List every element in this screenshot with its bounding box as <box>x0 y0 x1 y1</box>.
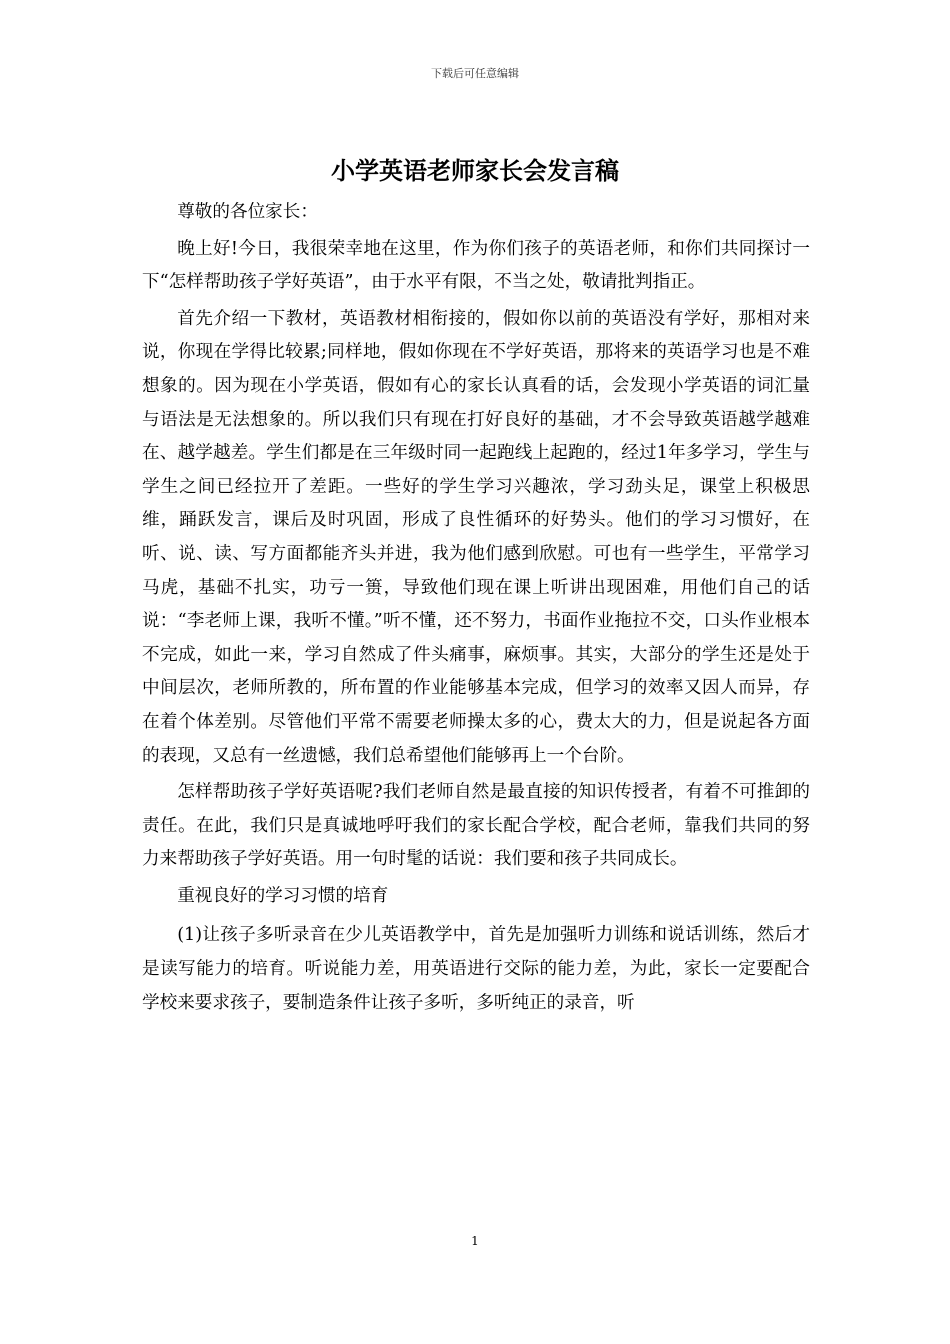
salutation: 尊敬的各位家长： <box>177 202 318 222</box>
paragraph-listening: (1)让孩子多听录音在少儿英语教学中，首先是加强听力训练和说话训练，然后才是读写能力的培育。听说能力差，用英语进行交际的能力差，为此，家长一定要配合学校来要求孩子，要制造条件让孩子多听，多听纯正的录音，听 <box>142 925 810 1013</box>
paragraph-how-to-help: 怎样帮助孩子学好英语呢?我们老师自然是最直接的知识传授者，有着不可推卸的责任。在此，我们只是真诚地呼吁我们的家长配合学校，配合老师，靠我们共同的努力来帮助孩子学好英语。用一句时髦的话说：我们要和孩子共同成长。 <box>142 782 810 870</box>
page-number: 1 <box>471 1234 479 1248</box>
paragraph-greeting: 晚上好!今日，我很荣幸地在这里，作为你们孩子的英语老师，和你们共同探讨一下“怎样帮助孩子学好英语”，由于水平有限，不当之处，敬请批判指正。 <box>142 238 810 293</box>
document-body <box>142 196 810 1023</box>
section-heading: 重视良好的学习习惯的培育 <box>177 885 389 906</box>
paragraph-textbook: 首先介绍一下教材，英语教材相衔接的，假如你以前的英语没有学好，那相对来说，你现在学得比较累;同样地，假如你现在不学好英语，那将来的英语学习也是不难想象的。因为现在小学英语，假如有心的家长认真看的话，会发现小学英语的词汇量与语法是无法想象的。所以我们只有现在打好良好的基础，才不会导致英语越学越难在、越学越差。学生们都是在三年级时同一起跑线上起跑的，经过1年多学习，学生与学生之间已经拉开了差距。一些好的学生学习兴趣浓，学习劲头足，课堂上积极思维，踊跃发言，课后及时巩固，形成了良性循环的好势头。他们的学习习惯好，在听、说、读、写方面都能齐头并进，我为他们感到欣慰。可也有一些学生，平常学习马虎，基础不扎实，功亏一篑，导致他们现在课上听讲出现困难，用他们自己的话说：“李老师上课，我听不懂。”听不懂，还不努力，书面作业拖拉不交，口头作业根本不完成，如此一来，学习自然成了件头痛事，麻烦事。其实，大部分的学生还是处于中间层次，老师所教的，所布置的作业能够基本完成，但学习的效率又因人而异，存在着个体差别。尽管他们平常不需要老师操太多的心，费太大的力，但是说起各方面的表现，又总有一丝遗憾，我们总希望他们能够再上一个台阶。 <box>142 308 810 766</box>
document-title: 小学英语老师家长会发言稿 <box>331 156 619 185</box>
header-note: 下载后可任意编辑 <box>431 67 519 80</box>
